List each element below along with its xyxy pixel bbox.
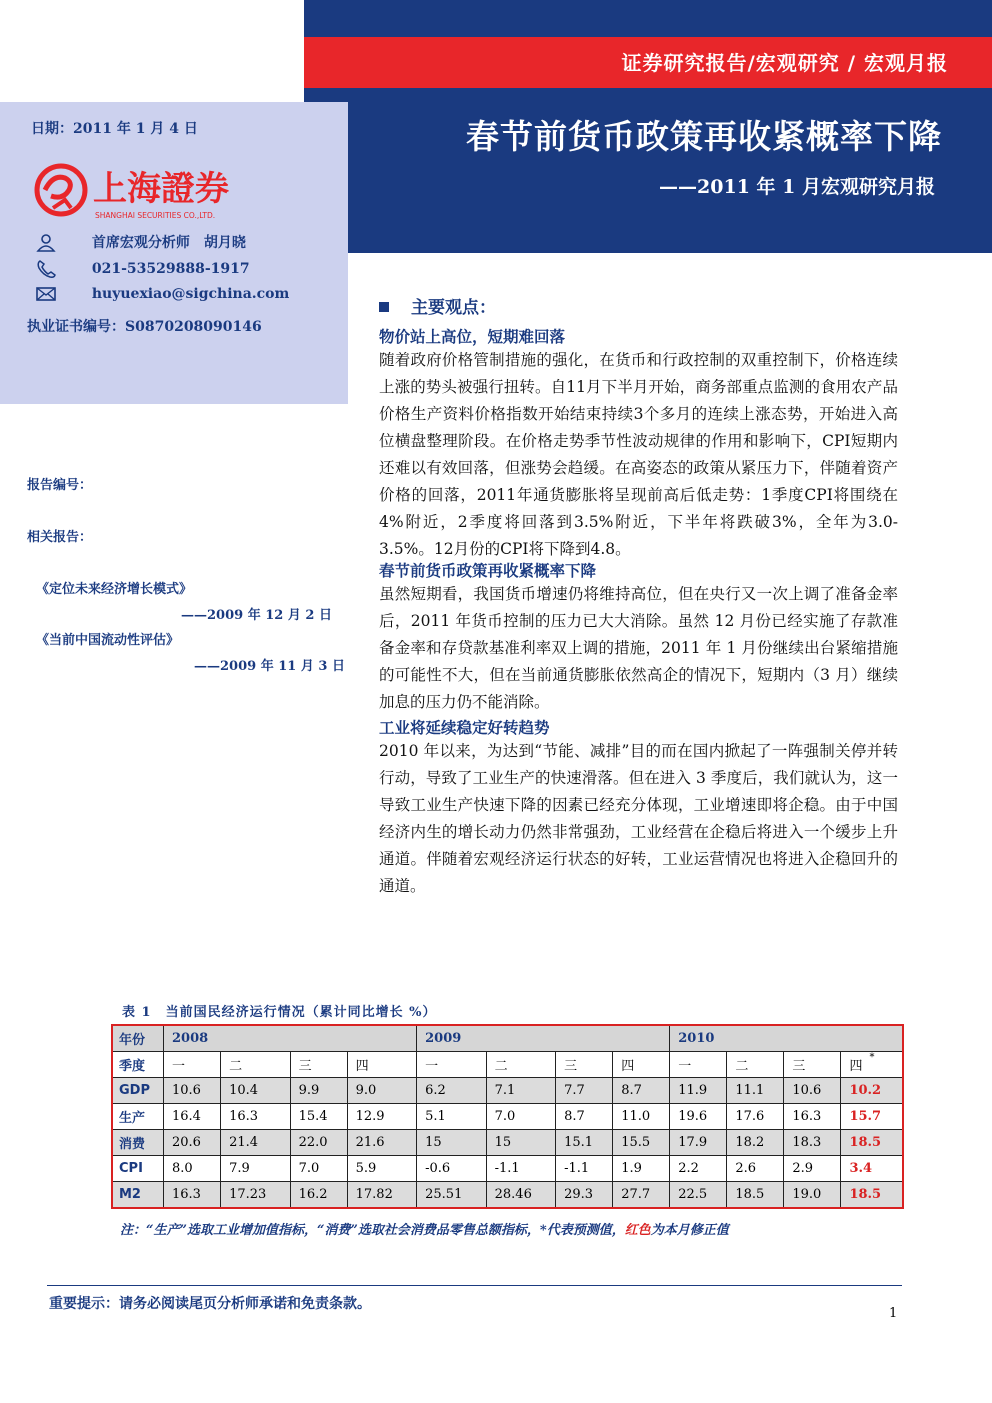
year-cell: 2009: [417, 1025, 670, 1052]
table-cell: 11.0: [613, 1104, 670, 1130]
table-cell: 18.2: [727, 1130, 784, 1156]
table-row: [112, 1130, 903, 1156]
report-category: 证券研究报告/宏观研究 / 宏观月报: [621, 51, 948, 75]
table-cell: 20.6: [164, 1130, 221, 1156]
quarter-cell: 一: [417, 1052, 487, 1078]
row-label: M2: [112, 1182, 164, 1209]
row-label: 消费: [112, 1130, 164, 1156]
quarter-cell: 二: [727, 1052, 784, 1078]
report-title: 春节前货币政策再收紧概率下降: [466, 117, 942, 156]
disclaimer-notice: 重要提示：请务必阅读尾页分析师承诺和免责条款。: [49, 1296, 371, 1312]
related-report-date: ——2009 年 12 月 2 日: [181, 608, 332, 623]
table-cell: 18.5: [841, 1182, 903, 1209]
table-caption: 表 1 当前国民经济运行情况（累计同比增长 %）: [122, 1005, 437, 1020]
table-cell: 9.0: [347, 1078, 417, 1104]
table-cell: -1.1: [556, 1156, 613, 1182]
quarter-cell: 三: [290, 1052, 347, 1078]
table-cell: 10.6: [164, 1078, 221, 1104]
section-heading: 工业将延续稳定好转趋势: [379, 718, 550, 737]
quarter-cell: 二: [486, 1052, 556, 1078]
table-cell: 15.4: [290, 1104, 347, 1130]
bullet-square-icon: [379, 302, 389, 312]
header-title-block: [304, 88, 992, 253]
table-cell: 15.7: [841, 1104, 903, 1130]
table-cell: 17.23: [221, 1182, 291, 1209]
table-cell: 16.3: [221, 1104, 291, 1130]
economic-indicators-table: [111, 1024, 904, 1209]
table-cell: 2.2: [670, 1156, 727, 1182]
phone-row: [35, 258, 250, 280]
table-cell: 1.9: [613, 1156, 670, 1182]
header-category-bar: [304, 37, 992, 88]
table-cell: 19.0: [784, 1182, 841, 1209]
report-number-label: 报告编号：: [27, 478, 93, 493]
email-address: huyuexiao@sigchina.com: [91, 286, 290, 302]
table-cell: 11.9: [670, 1078, 727, 1104]
table-note: 注：“生产”选取工业增加值指标，“消费”选取社会消费品零售总额指标，*代表预测值，红色为本月修正值: [120, 1223, 729, 1238]
table-row: [112, 1078, 903, 1104]
table-cell: 8.7: [556, 1104, 613, 1130]
table-cell: 17.6: [727, 1104, 784, 1130]
year-cell: 2010: [670, 1025, 903, 1052]
table-header-years: [112, 1025, 903, 1052]
section-heading: 物价站上高位，短期难回落: [379, 327, 566, 346]
phone-number: 021-53529888-1917: [91, 261, 250, 277]
section-paragraph: 随着政府价格管制措施的强化，在货币和行政控制的双重控制下，价格连续上涨的势头被强行扭转。自11月下半月开始，商务部重点监测的食用农产品价格生产资料价格指数开始结束持续3个多月的连续上涨态势，开始进入高位横盘整理阶段。在价格走势季节性波动规律的作用和影响下，CPI短期内还难以有效回落，但涨势会趋缓。在高姿态的政策从紧压力下，伴随着资产价格的回落，2011年通货膨胀将呈现前高后低走势：1季度CPI将围绕在4%附近，2季度将回落到3.5%附近，下半年将跌破3%，全年为3.0-3.5%。12月份的CPI将下降到4.8。: [379, 351, 898, 558]
logo-text: 上海證券: [93, 169, 229, 209]
table-cell: 18.5: [841, 1130, 903, 1156]
analyst-name: 首席宏观分析师 胡月晓: [91, 235, 246, 251]
table-cell: 7.0: [290, 1156, 347, 1182]
table-cell: 22.0: [290, 1130, 347, 1156]
key-points-heading: 主要观点：: [379, 293, 496, 318]
year-cell: 2008: [164, 1025, 417, 1052]
quarter-cell: 四 *: [841, 1052, 903, 1078]
table-cell: 5.1: [417, 1104, 487, 1130]
year-header: 年份: [112, 1025, 164, 1052]
table-cell: 16.4: [164, 1104, 221, 1130]
related-reports-label: 相关报告：: [27, 530, 93, 545]
table-cell: 29.3: [556, 1182, 613, 1209]
quarter-cell: 一: [670, 1052, 727, 1078]
table-cell: 3.4: [841, 1156, 903, 1182]
table-row: [112, 1156, 903, 1182]
table-cell: 7.9: [221, 1156, 291, 1182]
table-cell: 7.0: [486, 1104, 556, 1130]
report-subtitle: ——2011 年 1 月宏观研究月报: [659, 176, 935, 198]
table-cell: 21.6: [347, 1130, 417, 1156]
table-cell: 18.3: [784, 1130, 841, 1156]
page-number: 1: [889, 1306, 898, 1321]
table-cell: -0.6: [417, 1156, 487, 1182]
table-row: [112, 1104, 903, 1130]
report-date: 日期：2011 年 1 月 4 日: [31, 121, 198, 137]
logo-english: SHANGHAI SECURITIES CO.,LTD.: [95, 211, 216, 220]
envelope-icon: [35, 285, 57, 303]
row-label: 生产: [112, 1104, 164, 1130]
table-cell: 7.1: [486, 1078, 556, 1104]
table-cell: 15: [486, 1130, 556, 1156]
quarter-header: 季度: [112, 1052, 164, 1078]
related-report-date: ——2009 年 11 月 3 日: [194, 659, 345, 674]
table-cell: 2.9: [784, 1156, 841, 1182]
section-paragraph: 虽然短期看，我国货币增速仍将维持高位，但在央行又一次上调了准备金率后，2011 年货币控制的压力已大大消除。虽然 12 月份已经实施了存款准备金率和存贷款基准利率双上调的措施，2011 年 1 月份继续出台紧缩措施的可能性不大，但在当前通货膨胀依然高企的情况下，短期内（3 月）继续加息的压力仍不能消除。: [379, 585, 898, 711]
table-cell: 6.2: [417, 1078, 487, 1104]
table-cell: 16.3: [164, 1182, 221, 1209]
table-cell: -1.1: [486, 1156, 556, 1182]
table-cell: 16.3: [784, 1104, 841, 1130]
table-cell: 28.46: [486, 1182, 556, 1209]
table-cell: 7.7: [556, 1078, 613, 1104]
table-cell: 17.82: [347, 1182, 417, 1209]
quarter-cell: 三: [556, 1052, 613, 1078]
table-row: [112, 1182, 903, 1209]
analyst-row: [35, 232, 246, 254]
table-cell: 18.5: [727, 1182, 784, 1209]
header-top-bar: [304, 0, 992, 37]
shanghai-securities-logo: [33, 156, 273, 226]
quarter-cell: 四: [613, 1052, 670, 1078]
certificate-number: 执业证书编号：S0870208090146: [27, 319, 262, 335]
table-cell: 21.4: [221, 1130, 291, 1156]
table-cell: 25.51: [417, 1182, 487, 1209]
table-cell: 2.6: [727, 1156, 784, 1182]
table-cell: 8.7: [613, 1078, 670, 1104]
person-icon: [35, 234, 57, 252]
quarter-cell: 三: [784, 1052, 841, 1078]
table-cell: 16.2: [290, 1182, 347, 1209]
info-panel: [0, 102, 348, 404]
table-cell: 15.1: [556, 1130, 613, 1156]
section-paragraph: 2010 年以来，为达到“节能、减排”目的而在国内掀起了一阵强制关停并转行动，导致了工业生产的快速滑落。但在进入 3 季度后，我们就认为，这一导致工业生产快速下降的因素已经充分体现，工业增速即将企稳。由于中国经济内生的增长动力仍然非常强劲，工业经营在企稳后将进入一个缓步上升通道。伴随着宏观经济运行状态的好转，工业运营情况也将进入企稳回升的通道。: [379, 742, 898, 895]
table-cell: 9.9: [290, 1078, 347, 1104]
email-row: [35, 283, 289, 305]
related-report-title: 《定位未来经济增长模式》: [36, 582, 193, 597]
table-cell: 10.4: [221, 1078, 291, 1104]
table-cell: 8.0: [164, 1156, 221, 1182]
phone-icon: [35, 260, 57, 278]
table-cell: 5.9: [347, 1156, 417, 1182]
table-cell: 15.5: [613, 1130, 670, 1156]
table-cell: 17.9: [670, 1130, 727, 1156]
table-cell: 19.6: [670, 1104, 727, 1130]
forecast-mark: *: [869, 1052, 875, 1063]
table-header-quarters: [112, 1052, 903, 1078]
section-heading: 春节前货币政策再收紧概率下降: [379, 561, 597, 580]
table-cell: 27.7: [613, 1182, 670, 1209]
table-cell: 12.9: [347, 1104, 417, 1130]
footer-divider: [47, 1285, 902, 1286]
quarter-cell: 一: [164, 1052, 221, 1078]
table-cell: 22.5: [670, 1182, 727, 1209]
table-cell: 11.1: [727, 1078, 784, 1104]
table-cell: 15: [417, 1130, 487, 1156]
table-cell: 10.2: [841, 1078, 903, 1104]
row-label: CPI: [112, 1156, 164, 1182]
table-cell: 10.6: [784, 1078, 841, 1104]
quarter-cell: 四: [347, 1052, 417, 1078]
related-report-title: 《当前中国流动性评估》: [36, 633, 180, 648]
quarter-cell: 二: [221, 1052, 291, 1078]
row-label: GDP: [112, 1078, 164, 1104]
